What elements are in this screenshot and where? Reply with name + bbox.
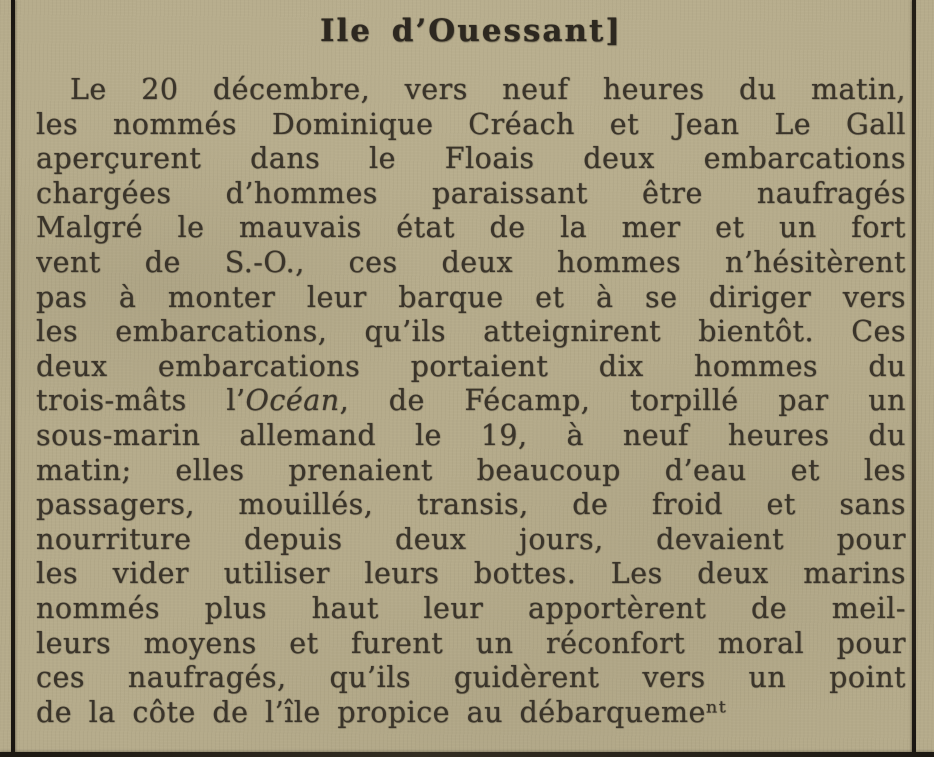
column-rule-right: [912, 0, 916, 757]
column-rule-left: [11, 0, 15, 757]
article-line-19: de la côte de l’île propice au débarquemeⁿᵗ: [36, 695, 727, 729]
article-line-17: leurs moyens et furent un réconfort moral pour: [36, 626, 906, 660]
article-line-8: les embarcations, qu’ils atteignirent bientôt. Ces: [36, 315, 906, 349]
article-line-12: matin; elles prenaient beaucoup d’eau et les: [36, 453, 906, 487]
article-column: [36, 10, 906, 730]
ship-name-italic: Océan: [245, 384, 340, 418]
article-line-7: pas à monter leur barque et à se diriger vers: [36, 280, 906, 314]
article-line-2: les nommés Dominique Créach et Jean Le Gall: [36, 107, 906, 141]
article-line-15: les vider utiliser leurs bottes. Les deux marins: [36, 557, 906, 591]
article-line-4: chargées d’hommes paraissant être naufragés: [36, 176, 906, 210]
article-line-16: nommés plus haut leur apportèrent de meil-: [36, 591, 906, 625]
article-line-1: Le 20 décembre, vers neuf heures du matin,: [70, 73, 906, 106]
article-title: Ile d’Ouessant]: [319, 13, 623, 49]
bottom-rule: [0, 752, 934, 757]
article-line-10: trois-mâts l’Océan, de Fécamp, torpillé par un: [36, 384, 906, 418]
article-line-11: sous-marin allemand le 19, à neuf heures du: [36, 418, 906, 452]
article-line-5: Malgré le mauvais état de la mer et un fort: [36, 211, 906, 245]
article-line-13: passagers, mouillés, transis, de froid et sans: [36, 488, 906, 522]
article-line-18: ces naufragés, qu’ils guidèrent vers un point: [36, 661, 906, 695]
article-line-3: aperçurent dans le Floais deux embarcations: [36, 142, 906, 176]
article-body: [36, 73, 906, 730]
article-line-14: nourriture depuis deux jours, devaient pour: [36, 522, 906, 556]
article-line-6: vent de S.-O., ces deux hommes n’hésitèrent: [36, 245, 906, 279]
article-line-9: deux embarcations portaient dix hommes du: [36, 349, 906, 383]
